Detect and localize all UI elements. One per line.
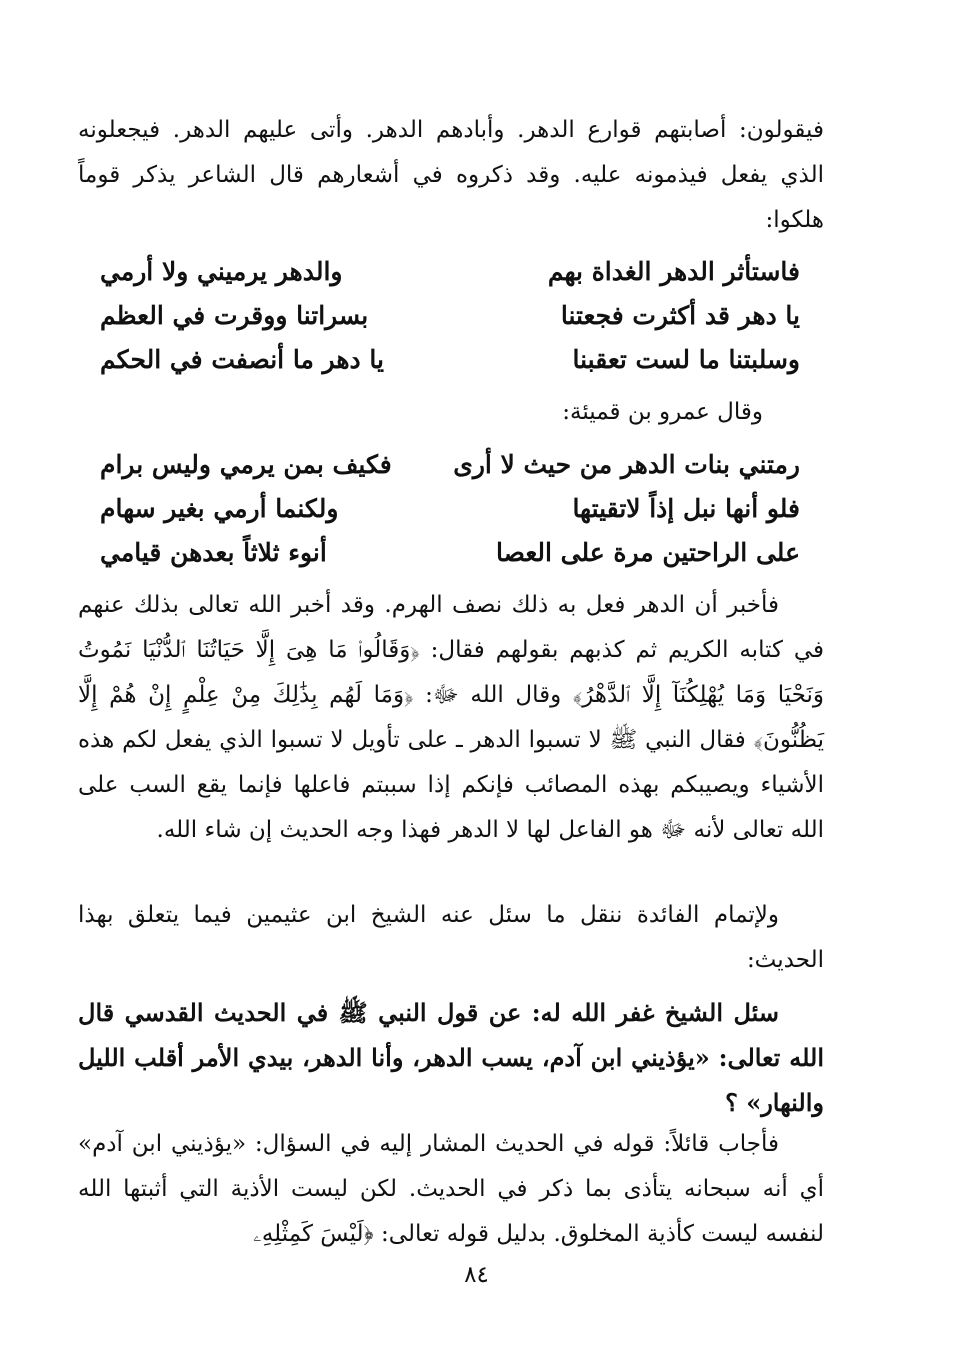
poem-amr (100, 443, 800, 575)
verse-second-hemistich: والدهر يرميني ولا أرمي (100, 257, 343, 286)
verse-line (100, 294, 800, 338)
verse-first-hemistich: على الراحتين مرة على العصا (496, 538, 800, 567)
verse-second-hemistich: فكيف بمن يرمي وليس برام (100, 450, 392, 479)
verse-second-hemistich: يا دهر ما أنصفت في الحكم (100, 345, 384, 374)
verse-first-hemistich: رمتني بنات الدهر من حيث لا أرى (453, 450, 800, 479)
poem-shaer (100, 250, 800, 382)
verse-line (100, 338, 800, 382)
paragraph-intro: فيقولون: أصابتهم قوارع الدهر. وأبادهم الدهر. وأتى عليهم الدهر. فيجعلونه الذي يفعل فيذمونه عليه. وقد ذكروه في أشعارهم قال الشاعر يذكر قوماً هلكوا: (78, 117, 824, 233)
answer-paragraph: فأجاب قائلاً: قوله في الحديث المشار إليه في السؤال: «يؤذيني ابن آدم» أي أنه سبحانه يتأذى بما ذكر في الحديث. لكن ليست الأذية التي أثبتها الله لنفسه ليست كأذية المخلوق. بدليل قوله تعالى: ﴿لَيْسَ كَمِثْلِهِۦ (78, 1131, 824, 1247)
question-paragraph: سئل الشيخ غفر الله له: عن قول النبي ﷺ في الحديث القدسي قال الله تعالى: «يؤذيني ابن آدم، يسب الدهر، وأنا الدهر، بيدي الأمر أقلب الليل والنهار» ؟ (78, 998, 824, 1117)
verse-line (100, 531, 800, 575)
verse-line (100, 487, 800, 531)
verse-first-hemistich: فلو أنها نبل إذاً لاتقيتها (572, 494, 800, 523)
verse-line (100, 250, 800, 294)
page-number: ٨٤ (464, 1262, 489, 1288)
verse-first-hemistich: وسلبتنا ما لست تعقبنا (572, 345, 800, 374)
verse-second-hemistich: أنوء ثلاثاً بعدهن قيامي (100, 538, 327, 567)
poet-introduction: وقال عمرو بن قميئة: (562, 399, 763, 425)
paragraph-explanation: فأخبر أن الدهر فعل به ذلك نصف الهرم. وقد أخبر الله تعالى بذلك عنهم في كتابه الكريم ثم كذبهم بقولهم فقال: ﴿وَقَالُوا۟ مَا هِىَ إِلَّا حَيَاتُنَا ٱلدُّنْيَا نَمُوتُ وَنَحْيَا وَمَا يُهْلِكُنَآ إِلَّا ٱلدَّهْرُ﴾ وقال الله ﷻ: ﴿وَمَا لَهُم بِذَٰلِكَ مِنْ عِلْمٍ إِنْ هُمْ إِلَّا يَظُنُّونَ﴾ فقال النبي ﷺ لا تسبوا الدهر ـ على تأويل لا تسبوا الذي يفعل لكم هذه الأشياء ويصيبكم بهذه المصائب فإنكم إذا سببتم فاعلها فإنما يقع السب على الله تعالى لأنه ﷻ هو الفاعل لها لا الدهر فهذا وجه الحديث إن شاء الله. (78, 592, 824, 843)
verse-second-hemistich: بسراتنا ووقرت في العظم (100, 301, 369, 330)
paragraph-transition: ولإتمام الفائدة ننقل ما سئل عنه الشيخ ابن عثيمين فيما يتعلق بهذا الحديث: (78, 902, 824, 973)
verse-second-hemistich: ولكنما أرمي بغير سهام (100, 494, 339, 523)
verse-first-hemistich: يا دهر قد أكثرت فجعتنا (560, 301, 800, 330)
verse-line (100, 443, 800, 487)
verse-first-hemistich: فاستأثر الدهر الغداة بهم (547, 257, 800, 286)
